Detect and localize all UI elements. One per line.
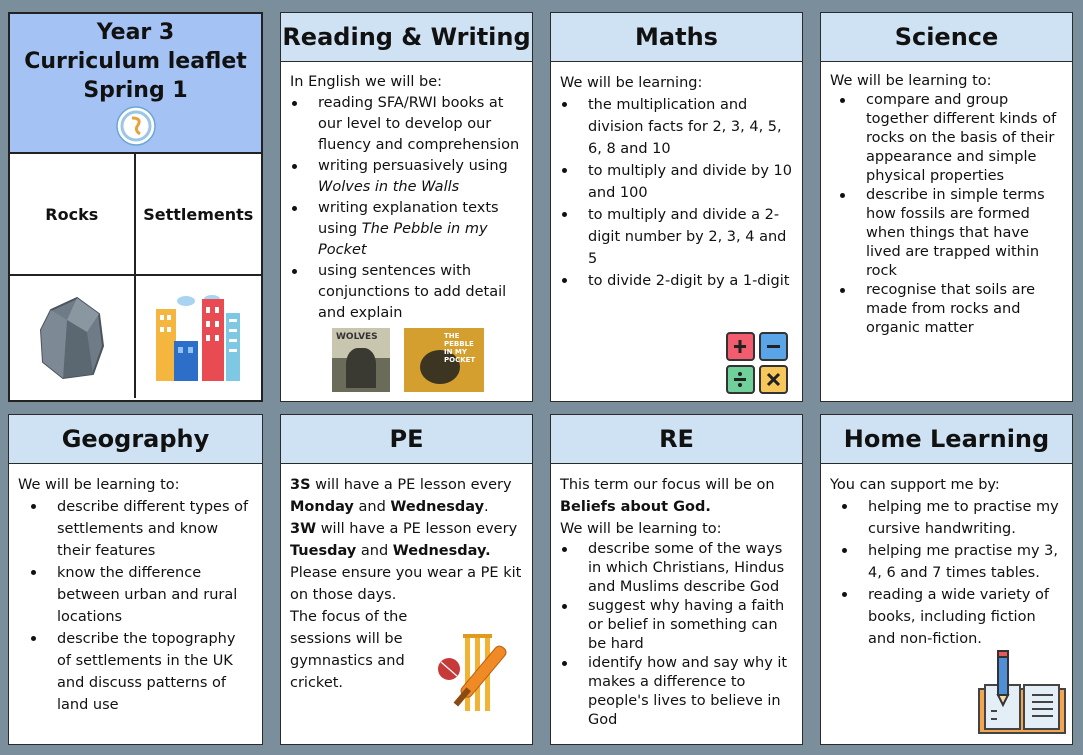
re-intro bbox=[560, 474, 794, 518]
list-item: compare and group together different kinds of rocks on the basis of their appearance and simple physical properties bbox=[838, 91, 1064, 186]
card-heading: Home Learning bbox=[821, 415, 1072, 464]
day: Monday bbox=[290, 499, 354, 515]
list-item: reading SFA/RWI books at our level to develop our fluency and comprehension bbox=[290, 93, 524, 156]
book-cover-wolves bbox=[332, 328, 390, 392]
pe-focus: The focus of the sessions will be gymnastics and cricket. bbox=[290, 609, 408, 691]
cover-title: THE PEBBLE IN MY POCKET bbox=[444, 332, 476, 364]
book-title: Wolves in the Walls bbox=[318, 179, 460, 195]
science-card bbox=[820, 12, 1073, 402]
title-card bbox=[8, 12, 263, 402]
card-body bbox=[551, 464, 802, 730]
text: will have a PE lesson every bbox=[316, 521, 518, 537]
intro-text: We will be learning: bbox=[560, 75, 703, 91]
pe-class-3w bbox=[290, 518, 524, 562]
re-focus: Beliefs about God. bbox=[560, 499, 711, 515]
card-body bbox=[821, 62, 1072, 338]
list-item: suggest why having a faith or belief in something can be hard bbox=[560, 597, 794, 654]
list-item: helping me practise my 3, 4, 6 and 7 times tables. bbox=[840, 540, 1064, 584]
list-item: to multiply and divide a 2-digit number by 2, 3, 4 and 5 bbox=[560, 204, 794, 270]
text: will have a PE lesson every bbox=[310, 477, 512, 493]
list-item: using sentences with conjunctions to add detail and explain bbox=[290, 261, 524, 324]
intro-text: We will be learning to: bbox=[830, 73, 992, 89]
city-buildings-icon bbox=[152, 291, 244, 383]
intro-text: We will be learning to: bbox=[18, 477, 180, 493]
list-item: know the difference between urban and rural locations bbox=[29, 562, 254, 628]
cover-title: WOLVES bbox=[336, 332, 378, 342]
card-heading: Maths bbox=[551, 13, 802, 62]
list-item: describe the topography of settlements in the UK and discuss patterns of land use bbox=[29, 628, 254, 716]
intro-text: We will be learning to: bbox=[560, 521, 722, 537]
item-text: writing explanation texts using bbox=[318, 200, 499, 237]
card-heading: RE bbox=[551, 415, 802, 464]
text: . bbox=[484, 499, 489, 515]
item-text: writing persuasively using bbox=[318, 158, 508, 174]
intro-text: You can support me by: bbox=[830, 477, 1000, 493]
list-item bbox=[290, 156, 524, 198]
list-item: helping me to practise my cursive handwriting. bbox=[840, 496, 1064, 540]
text: and bbox=[356, 543, 393, 559]
book-title: The Pebble in my Pocket bbox=[318, 221, 488, 258]
text: This term our focus will be on bbox=[560, 477, 775, 493]
card-body bbox=[551, 62, 802, 292]
title-line: Spring 1 bbox=[83, 78, 188, 103]
rock-icon bbox=[37, 292, 107, 382]
card-heading: Geography bbox=[9, 415, 262, 464]
list-item: describe in simple terms how fossils are formed when things that have lived are trapped within rock bbox=[838, 186, 1064, 281]
topic-rocks: Rocks bbox=[10, 154, 136, 276]
book-cover-pebble bbox=[404, 328, 484, 392]
cricket-icon bbox=[435, 631, 519, 715]
list-item: the multiplication and division facts for 2, 3, 4, 5, 6, 8 and 10 bbox=[560, 94, 794, 160]
title-block bbox=[10, 14, 261, 154]
day: Wednesday. bbox=[392, 543, 491, 559]
list-item: describe some of the ways in which Christians, Hindus and Muslims describe God bbox=[560, 540, 794, 597]
list-item: to divide 2-digit by a 1-digit bbox=[560, 270, 794, 292]
pe-kit-note: Please ensure you wear a PE kit on those days. bbox=[290, 565, 522, 603]
re-card bbox=[550, 414, 803, 745]
card-heading: Science bbox=[821, 13, 1072, 62]
book-pencil-icon bbox=[977, 649, 1067, 739]
title-line: Curriculum leaflet bbox=[24, 49, 247, 74]
day: Wednesday bbox=[390, 499, 485, 515]
list-item: to multiply and divide by 10 and 100 bbox=[560, 160, 794, 204]
card-heading: PE bbox=[281, 415, 532, 464]
list-item: describe different types of settlements and know their features bbox=[29, 496, 254, 562]
class-name: 3W bbox=[290, 521, 317, 537]
geography-card bbox=[8, 414, 263, 745]
text: and bbox=[353, 499, 391, 515]
intro-text: In English we will be: bbox=[290, 74, 442, 90]
card-body bbox=[281, 62, 532, 392]
list-item: identify how and say why it makes a difference to people's lives to believe in God bbox=[560, 654, 794, 730]
title-line: Year 3 bbox=[96, 20, 175, 45]
pe-class-3s bbox=[290, 474, 524, 518]
list-item bbox=[290, 198, 524, 261]
topic-settlements: Settlements bbox=[136, 154, 262, 276]
settlement-cell bbox=[136, 276, 262, 398]
list-item: reading a wide variety of books, including fiction and non-fiction. bbox=[840, 584, 1064, 650]
day: Tuesday bbox=[290, 543, 357, 559]
pe-card bbox=[280, 414, 533, 745]
school-logo-icon bbox=[116, 106, 156, 146]
class-name: 3S bbox=[290, 477, 311, 493]
card-heading: Reading & Writing bbox=[281, 13, 532, 62]
list-item: recognise that soils are made from rocks and organic matter bbox=[838, 281, 1064, 338]
math-operators-icon bbox=[725, 331, 789, 395]
maths-card bbox=[550, 12, 803, 402]
card-body bbox=[9, 464, 262, 716]
home-learning-card bbox=[820, 414, 1073, 745]
rock-cell bbox=[10, 276, 136, 398]
card-body bbox=[821, 464, 1072, 650]
reading-writing-card bbox=[280, 12, 533, 402]
